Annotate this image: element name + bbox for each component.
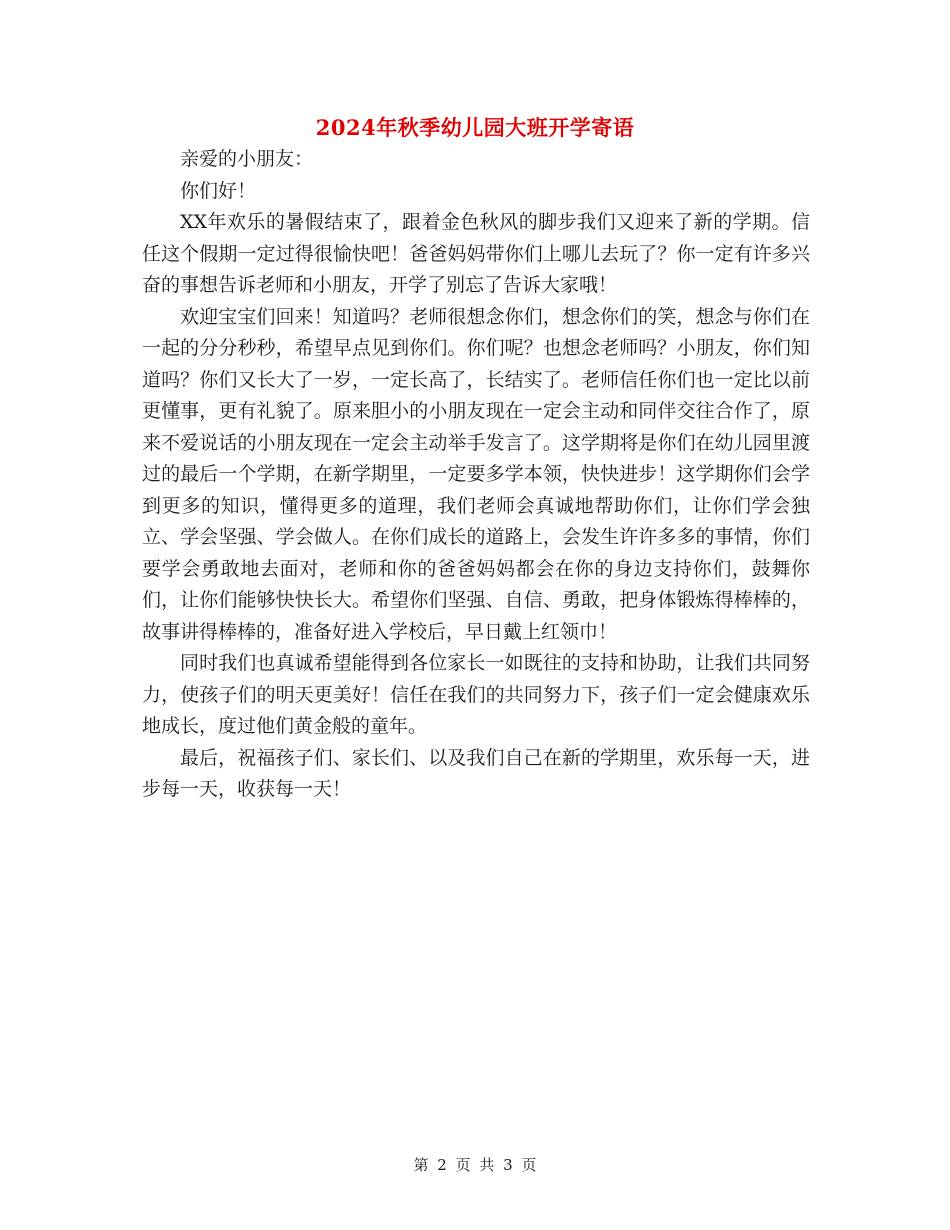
body-paragraph: XX年欢乐的暑假结束了，跟着金色秋风的脚步我们又迎来了新的学期。信任这个假期一定过得很愉快吧！爸爸妈妈带你们上哪儿去玩了？你一定有许多兴奋的事想告诉老师和小朋友，开学了别忘了告诉大家哦！ xyxy=(142,211,810,296)
greeting-paragraph: 亲爱的小朋友： xyxy=(180,148,314,170)
document-title: 2024年秋季幼儿园大班开学寄语 xyxy=(315,115,635,140)
closing-paragraph: 最后，祝福孩子们、家长们、以及我们自己在新的学期里，欢乐每一天，进步每一天，收获每一天！ xyxy=(142,746,810,800)
body-paragraph: 欢迎宝宝们回来！知道吗？老师很想念你们，想念你们的笑，想念与你们在一起的分分秒秒，希望早点见到你们。你们呢？也想念老师吗？小朋友，你们知道吗？你们又长大了一岁，一定长高了，长结实了。老师信任你们也一定比以前更懂事，更有礼貌了。原来胆小的小朋友现在一定会主动和同伴交往合作了，原来不爱说话的小朋友现在一定会主动举手发言了。这学期将是你们在幼儿园里渡过的最后一个学期，在新学期里，一定要多学本领，快快进步！这学期你们会学到更多的知识，懂得更多的道理，我们老师会真诚地帮助你们，让你们学会独立、学会坚强、学会做人。在你们成长的道路上，会发生许许多多的事情，你们要学会勇敢地去面对，老师和你的爸爸妈妈都会在你的身边支持你们，鼓舞你们，让你们能够快快长大。希望你们坚强、自信、勇敢，把身体锻炼得棒棒的，故事讲得棒棒的，准备好进入学校后，早日戴上红领巾！ xyxy=(142,305,810,643)
page-number-footer: 第 2 页 共 3 页 xyxy=(413,1156,537,1174)
body-paragraph: 同时我们也真诚希望能得到各位家长一如既往的支持和协助，让我们共同努力，使孩子们的明天更美好！信任在我们的共同努力下，孩子们一定会健康欢乐地成长，度过他们黄金般的童年。 xyxy=(142,652,810,737)
salutation-paragraph: 你们好！ xyxy=(180,179,257,202)
document-body xyxy=(142,144,810,806)
